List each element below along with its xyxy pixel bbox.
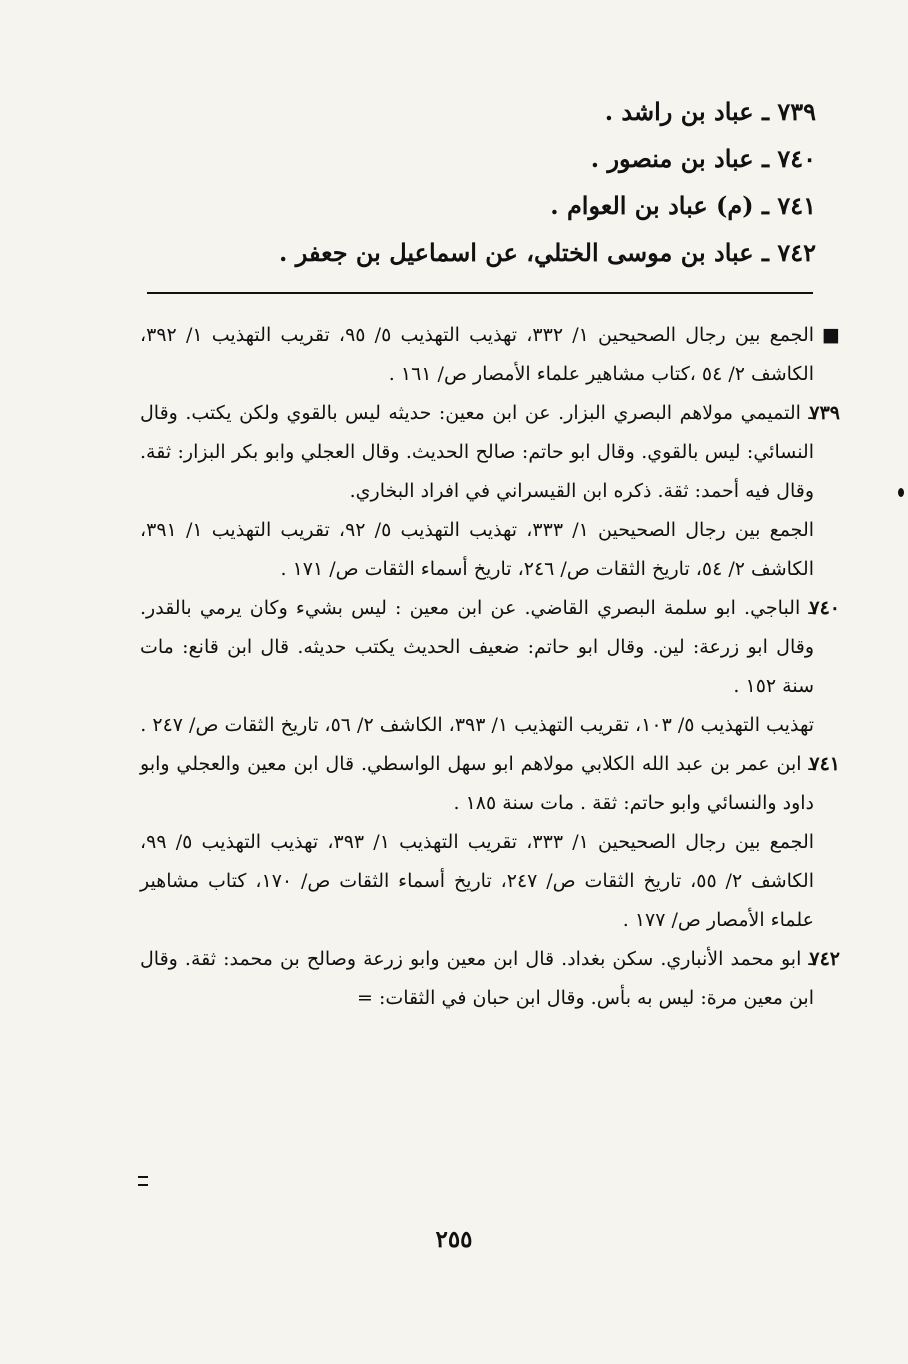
footnote-entry bbox=[140, 745, 840, 940]
footnote-entry bbox=[140, 316, 840, 394]
entry-number: ٧٤١ bbox=[809, 753, 840, 775]
entry-heading: ٧٤٢ ـ عباد بن موسى الختلي، عن اسماعيل بن جعفر . bbox=[279, 238, 816, 267]
footnote-paragraph: ـ ابن عمر بن عبد الله الكلابي مولاهم ابو سهل الواسطي. قال ابن معين والعجلي وابو داود والنسائي وابو حاتم: ثقة . مات سنة ١٨٥ . bbox=[140, 753, 814, 814]
entry-number: ٧٣٩ bbox=[809, 402, 840, 424]
footnote-paragraph: الجمع بين رجال الصحيحين ١/ ٣٣٣، تقريب التهذيب ١/ ٣٩٣، تهذيب التهذيب ٥/ ٩٩، الكاشف ٢/ ٥٥، تاريخ الثقات ص/ ٢٤٧، تاريخ أسماء الثقات ص/ ١٧٠، كتاب مشاهير علماء الأمصار ص/ ١٧٧ . bbox=[140, 831, 815, 931]
footnote-paragraph: الجمع بين رجال الصحيحين ١/ ٣٣٣، تهذيب التهذيب ٥/ ٩٢، تقريب التهذيب ١/ ٣٩١، الكاشف ٢/ ٥٤، تاريخ الثقات ص/ ٢٤٦، تاريخ أسماء الثقات ص/ ١٧١ . bbox=[140, 519, 815, 580]
footnotes bbox=[140, 316, 840, 1018]
footnote-paragraph: ـ الباجي. ابو سلمة البصري القاضي. عن ابن معين : ليس بشيء وكان يرمي بالقدر. وقال ابو زرعة: لين. وقال ابو حاتم: ضعيف الحديث يكتب حديثه. قال ابن قانع: مات سنة ١٥٢ . bbox=[140, 597, 814, 697]
footnote-body bbox=[140, 745, 814, 940]
footnote-body bbox=[140, 589, 814, 745]
footnote-paragraph: ـ التميمي مولاهم البصري البزار. عن ابن معين: حديثه ليس بالقوي ولكن يكتب. وقال النسائي: ليس بالقوي. وقال ابو حاتم: صالح الحديث. وقال العجلي وابو بكر البزار: ثقة. وقال فيه أحمد: ثقة. ذكره ابن القيسراني في افراد البخاري. bbox=[140, 402, 814, 502]
footnote-paragraph: الجمع بين رجال الصحيحين ١/ ٣٣٢، تهذيب التهذيب ٥/ ٩٥، تقريب التهذيب ١/ ٣٩٢، الكاشف ٢/ ٥٤ ،كتاب مشاهير علماء الأمصار ص/ ١٦١ . bbox=[140, 324, 815, 385]
footnote-paragraph: تهذيب التهذيب ٥/ ١٠٣، تقريب التهذيب ١/ ٣٩٣، الكاشف ٢/ ٥٦، تاريخ الثقات ص/ ٢٤٧ . bbox=[140, 714, 814, 736]
entry-heading: ٧٤١ ـ (م) عباد بن العوام . bbox=[550, 191, 816, 220]
footnote-entry bbox=[140, 394, 840, 589]
footnote-body bbox=[140, 940, 814, 1018]
entry-number: ٧٤٢ bbox=[809, 948, 840, 970]
footnote-paragraph: ـ ابو محمد الأنباري. سكن بغداد. قال ابن معين وابو زرعة وصالح بن محمد: ثقة. وقال ابن معين مرة: ليس به بأس. وقال ابن حبان في الثقات: = bbox=[140, 948, 814, 1009]
footnote-divider bbox=[147, 292, 813, 294]
footnote-body bbox=[140, 316, 814, 394]
footnote-entry bbox=[140, 940, 840, 1018]
continuation-mark-icon bbox=[138, 1176, 148, 1186]
scan-speck-icon bbox=[898, 488, 904, 497]
entry-number: ٧٤٠ bbox=[809, 597, 840, 619]
page-number: ٢٥٥ bbox=[435, 1226, 473, 1253]
square-bullet-icon: ■ bbox=[822, 324, 840, 346]
entry-heading: ٧٣٩ ـ عباد بن راشد . bbox=[604, 97, 816, 126]
entry-heading: ٧٤٠ ـ عباد بن منصور . bbox=[590, 144, 816, 173]
footnote-body bbox=[140, 394, 814, 589]
entry-headings bbox=[116, 88, 816, 276]
footnote-entry bbox=[140, 589, 840, 745]
